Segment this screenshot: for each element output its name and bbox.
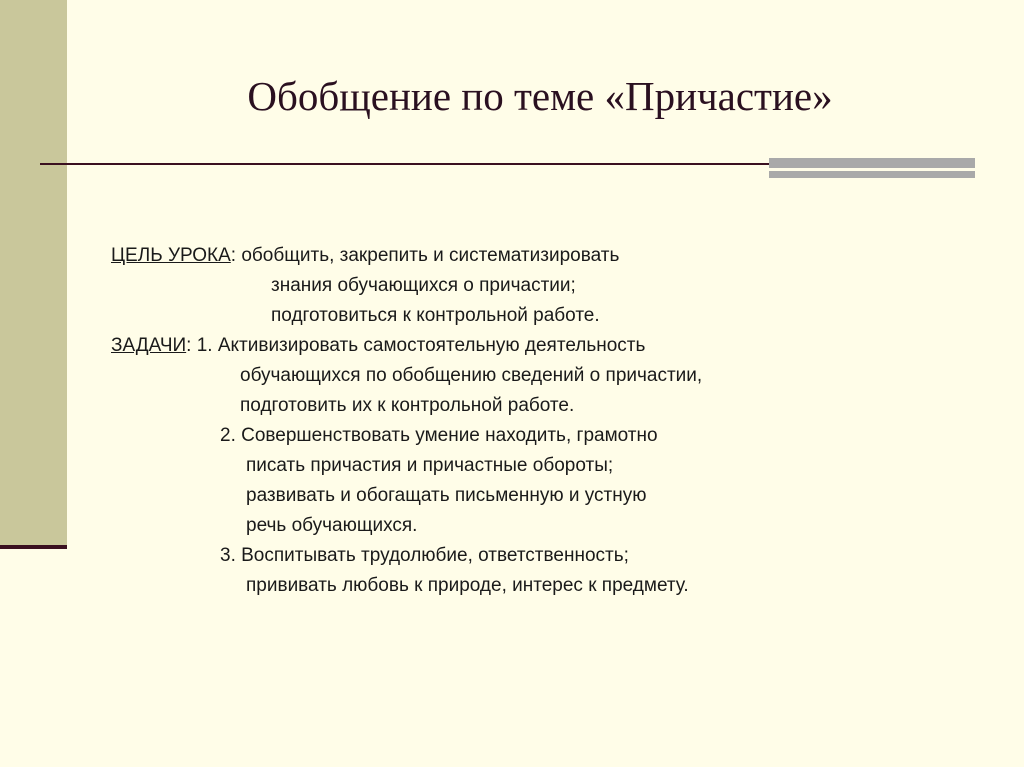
goal-text-line: знания обучающихся о причастии; [271,275,576,296]
task-text-line: обучающихся по обобщению сведений о причастии, [240,365,703,386]
task-text-line: речь обучающихся. [246,515,418,536]
task-text-line: прививать любовь к природе, интерес к предмету. [246,575,689,596]
tasks-label: ЗАДАЧИ [111,335,187,356]
task-text-line: 3. Воспитывать трудолюбие, ответственность; [220,545,629,566]
slide-title: Обобщение по теме «Причастие» [247,73,833,119]
goal-line [111,241,619,271]
side-bar-underline [0,545,67,549]
tasks-line [111,331,645,361]
goal-label: ЦЕЛЬ УРОКА [111,245,231,266]
goal-text-line: подготовиться к контрольной работе. [271,305,600,326]
task-text-line: подготовить их к контрольной работе. [240,395,575,416]
task-text: : 1. Активизировать самостоятельную деятельность [186,335,646,356]
title-divider-accent [769,158,975,168]
goal-text: : обобщить, закрепить и систематизировать [230,245,620,266]
title-divider-accent [769,171,975,178]
title-divider [40,163,770,165]
task-text-line: развивать и обогащать письменную и устную [246,485,647,506]
task-text-line: 2. Совершенствовать умение находить, грамотно [220,425,658,446]
task-text-line: писать причастия и причастные обороты; [246,455,614,476]
